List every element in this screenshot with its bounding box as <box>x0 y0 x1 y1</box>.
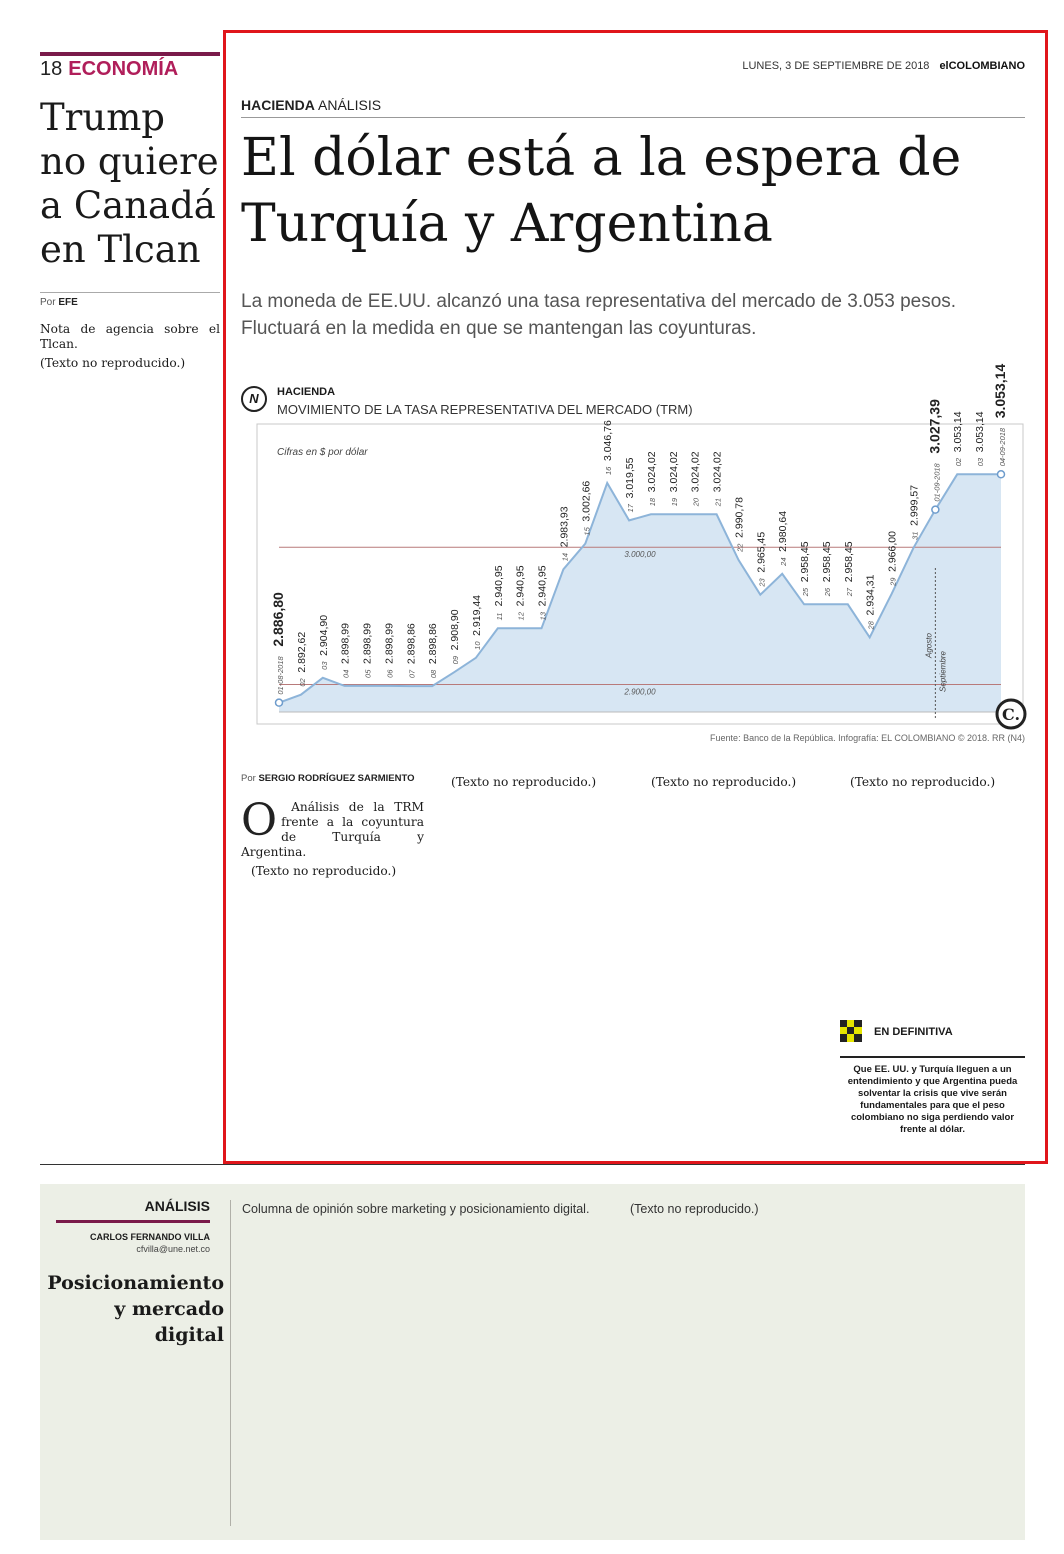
summary-heading: EN DEFINITIVA <box>874 1026 953 1038</box>
chart-note: Cifras en $ por dólar <box>277 447 368 458</box>
analysis-paragraph: (Texto no reproducido.) <box>630 1202 759 1216</box>
x-tick-label: 21 <box>713 497 723 507</box>
data-label: 2.908,90 <box>449 609 462 651</box>
data-label: 3.053,14 <box>992 363 1008 419</box>
x-tick-label: 28 <box>866 621 876 630</box>
side-paragraph: Nota de agencia sobre el Tlcan. <box>40 322 220 352</box>
side-paragraph: (Texto no reproducido.) <box>40 356 186 371</box>
side-body <box>40 322 220 371</box>
data-label: 2.934,31 <box>864 574 877 616</box>
summary-box <box>840 1020 1025 1136</box>
data-label: 2.940,95 <box>492 565 505 607</box>
data-label: 2.898,99 <box>339 623 352 664</box>
article-paragraph: Análisis de la TRM frente a la coyuntura de Turquía y Argentina. <box>241 800 424 860</box>
page-number: 18 <box>40 58 63 80</box>
analysis-label: ANÁLISIS <box>144 1198 210 1214</box>
month-label: Septiembre <box>938 651 948 692</box>
x-tick-label: 14 <box>560 552 570 562</box>
data-label: 2.958,45 <box>820 541 833 583</box>
article-column-3 <box>641 775 824 794</box>
data-point <box>998 471 1005 478</box>
data-label: 2.965,45 <box>755 531 768 573</box>
x-tick-label: 10 <box>472 641 482 650</box>
chart-category: HACIENDA <box>277 386 336 398</box>
data-label: 3.053,14 <box>952 411 965 453</box>
newspaper-brand: elCOLOMBIANO <box>939 60 1025 72</box>
x-tick-label: 07 <box>407 669 417 679</box>
data-label: 2.958,45 <box>799 541 812 583</box>
article-byline: Por SERGIO RODRÍGUEZ SARMIENTO <box>241 773 415 784</box>
kicker-type: ANÁLISIS <box>318 97 382 113</box>
data-label: 3.053,14 <box>974 411 987 453</box>
article-paragraph: (Texto no reproducido.) <box>651 775 797 789</box>
article-column-4 <box>840 775 1023 794</box>
colombiano-logo-icon <box>997 700 1025 728</box>
x-tick-label: 01-09-2018 <box>932 463 942 502</box>
data-label: 3.024,02 <box>645 451 658 493</box>
month-label: Agosto <box>924 633 934 658</box>
data-label: 2.990,78 <box>733 497 746 538</box>
x-tick-label: 02 <box>297 678 307 687</box>
article-paragraph: (Texto no reproducido.) <box>451 775 597 789</box>
data-label: 2.958,45 <box>842 541 855 583</box>
analysis-headline: Posicionamiento y mercado digital <box>47 1272 224 1346</box>
x-tick-label: 20 <box>691 497 701 507</box>
x-tick-label: 05 <box>363 669 373 678</box>
article-paragraph: (Texto no reproducido.) <box>251 864 397 879</box>
kicker-rule <box>241 117 1025 118</box>
data-point <box>276 699 283 706</box>
article-kicker <box>241 97 381 113</box>
x-tick-label: 17 <box>626 504 636 513</box>
x-tick-label: 27 <box>844 587 854 597</box>
article-headline: El dólar está a la espera de Turquía y Argentina <box>241 128 962 254</box>
issue-date: LUNES, 3 DE SEPTIEMBRE DE 2018 <box>742 60 930 72</box>
x-tick-label: 19 <box>669 497 679 507</box>
data-label: 2.919,44 <box>470 594 483 636</box>
data-label: 2.886,80 <box>270 592 286 647</box>
x-tick-label: 18 <box>647 497 657 507</box>
x-tick-label: 23 <box>757 578 767 587</box>
analysis-paragraph: Columna de opinión sobre marketing y posicionamiento digital. <box>242 1202 590 1216</box>
article-column-2 <box>441 775 624 794</box>
data-label: 2.940,95 <box>536 565 549 607</box>
data-label: 2.898,86 <box>427 623 440 665</box>
x-tick-label: 15 <box>582 527 592 536</box>
data-label: 2.898,99 <box>361 623 374 664</box>
article-column-1 <box>241 795 424 883</box>
x-tick-label: 04 <box>341 669 351 678</box>
data-label: 3.002,66 <box>580 480 593 522</box>
x-tick-label: 12 <box>516 611 526 621</box>
x-tick-label: 02 <box>954 457 964 467</box>
reference-line-label: 2.900,00 <box>624 687 656 697</box>
drop-cap: O <box>241 795 278 846</box>
page-header <box>40 52 220 78</box>
section-divider <box>40 1164 1025 1165</box>
x-tick-label: 04-09-2018 <box>998 427 1007 467</box>
analysis-band <box>40 1184 1025 1540</box>
x-tick-label: 24 <box>779 557 789 566</box>
article-paragraph: (Texto no reproducido.) <box>850 775 996 789</box>
data-label: 3.024,02 <box>689 451 702 493</box>
data-label: 2.898,99 <box>383 623 396 664</box>
side-article <box>40 96 220 375</box>
x-tick-label: 03 <box>319 661 329 670</box>
analysis-divider <box>230 1200 231 1526</box>
data-label: 3.046,76 <box>602 420 615 462</box>
x-tick-label: 26 <box>822 587 832 597</box>
newspaper-logo-icon: N <box>241 386 267 412</box>
article-deck: La moneda de EE.UU. alcanzó una tasa representativa del mercado de 3.053 pesos. Fluctuará en la medida en que se mantengan las coyunturas. <box>241 291 957 339</box>
x-tick-label: 08 <box>429 669 439 679</box>
chart-source: Fuente: Banco de la República. Infografía: EL COLOMBIANO © 2018. RR (N4) <box>710 733 1025 743</box>
svg-text:C.: C. <box>1001 705 1021 724</box>
data-label: 2.983,93 <box>558 506 571 548</box>
data-label: 2.898,86 <box>405 623 418 665</box>
checkered-icon <box>840 1020 862 1042</box>
data-label: 3.019,55 <box>624 457 637 499</box>
x-tick-label: 31 <box>910 531 920 540</box>
data-label: 3.024,02 <box>711 451 724 493</box>
analysis-author: CARLOS FERNANDO VILLA <box>90 1232 210 1242</box>
summary-text: Que EE. UU. y Turquía lleguen a un entendimiento y que Argentina pueda solventar la crisis que vive serán fundamentales para que el peso colombiano no siga perdiendo valor frente al dólar. <box>840 1056 1025 1136</box>
x-tick-label: 13 <box>538 611 548 621</box>
x-tick-label: 09 <box>451 655 461 665</box>
data-label: 2.966,00 <box>886 531 899 572</box>
data-label: 2.892,62 <box>295 631 308 673</box>
side-agency: EFE <box>58 297 78 308</box>
data-label: 2.999,57 <box>908 484 921 526</box>
data-label: 2.940,95 <box>514 565 527 607</box>
x-tick-label: 06 <box>385 669 395 678</box>
x-tick-label: 01-08-2018 <box>276 656 285 695</box>
reference-line-label: 3.000,00 <box>624 550 656 560</box>
data-point <box>932 506 939 513</box>
x-tick-label: 03 <box>976 457 986 467</box>
x-tick-label: 22 <box>735 543 745 552</box>
analysis-accent-bar <box>56 1220 210 1223</box>
chart-title: MOVIMIENTO DE LA TASA REPRESENTATIVA DEL MERCADO (TRM) <box>277 402 693 417</box>
data-label: 2.904,90 <box>317 614 330 656</box>
data-label: 3.027,39 <box>926 399 943 454</box>
kicker-section: HACIENDA <box>241 97 315 113</box>
data-label: 3.024,02 <box>667 451 680 493</box>
section-name: ECONOMÍA <box>68 58 179 80</box>
x-tick-label: 11 <box>494 612 504 621</box>
x-tick-label: 29 <box>888 577 898 586</box>
author-name: SERGIO RODRÍGUEZ SARMIENTO <box>258 773 415 784</box>
x-tick-label: 25 <box>801 587 811 597</box>
x-tick-label: 16 <box>604 466 614 476</box>
analysis-email: cfvilla@une.net.co <box>136 1244 210 1254</box>
side-headline: Trump no quiere a Canadá en Tlcan <box>40 96 219 271</box>
data-label: 2.980,64 <box>777 510 790 552</box>
side-byline: Por EFE <box>40 292 220 308</box>
